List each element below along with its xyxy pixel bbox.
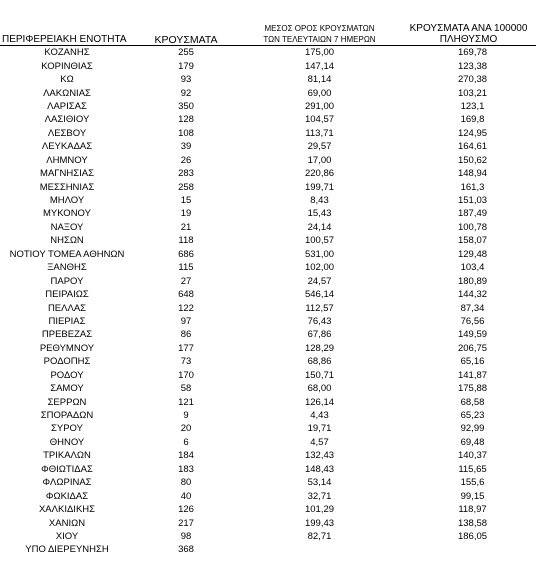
cell-avg: 68,00 (307, 383, 332, 395)
cell-avg: 17,00 (307, 154, 332, 166)
cell-per100k: 148,94 (457, 168, 488, 180)
table-row (0, 516, 536, 529)
table-row (0, 234, 536, 247)
cell-avg: 29,57 (307, 141, 332, 153)
table-row (0, 530, 536, 543)
cell-avg: 67,86 (307, 329, 332, 341)
header-avg-line2: ΤΩΝ ΤΕΛΕΥΤΑΙΩΝ 7 ΗΜΕΡΩΝ (263, 35, 376, 44)
cell-region: ΠΑΡΟΥ (50, 275, 84, 287)
table-row (0, 355, 536, 368)
cell-avg: 147,14 (304, 60, 335, 72)
cell-region: ΚΟΡΙΝΘΙΑΣ (41, 60, 93, 72)
cell-cases: 15 (180, 195, 192, 207)
cell-cases: 183 (178, 463, 194, 475)
cell-region: ΛΑΡΙΣΑΣ (47, 100, 87, 112)
cell-avg: 100,57 (304, 235, 335, 247)
table-row (0, 489, 536, 502)
cell-region: ΡΟΔΟΥ (50, 369, 84, 381)
cell-per100k: 129,48 (457, 248, 488, 260)
cell-cases: 118 (178, 235, 194, 247)
cell-cases: 19 (180, 208, 192, 220)
cell-per100k: 103,21 (457, 87, 488, 99)
cell-cases: 179 (178, 60, 194, 72)
cell-cases: 258 (178, 181, 194, 193)
table-row (0, 73, 536, 86)
cell-cases: 98 (180, 530, 192, 542)
cell-avg: 32,71 (307, 490, 332, 502)
cell-region: ΠΡΕΒΕΖΑΣ (41, 329, 93, 341)
cell-avg: 132,43 (304, 450, 335, 462)
table-row (0, 288, 536, 301)
cell-per100k: 149,59 (457, 329, 488, 341)
cell-per100k: 123,1 (460, 100, 485, 112)
cell-region: ΛΕΥΚΑΔΑΣ (41, 141, 93, 153)
cell-cases: 39 (180, 141, 192, 153)
header-avg (238, 8, 401, 46)
cell-per100k: 140,37 (457, 450, 488, 462)
cell-cases: 283 (178, 168, 194, 180)
table-row (0, 46, 536, 60)
cell-per100k: 124,95 (457, 127, 488, 139)
cell-avg: 126,14 (304, 396, 335, 408)
cell-region: ΘΗΝΟΥ (49, 436, 85, 448)
cell-per100k: 164,61 (457, 141, 488, 153)
cell-per100k: 69,48 (460, 436, 485, 448)
cell-per100k: 187,49 (457, 208, 488, 220)
cell-region: ΞΑΝΘΗΣ (47, 262, 87, 274)
cell-cases: 40 (180, 490, 192, 502)
cell-per100k: 138,58 (457, 517, 488, 529)
table-row (0, 154, 536, 167)
cell-cases: 115 (178, 262, 194, 274)
cell-cases: 177 (178, 342, 194, 354)
cell-region: ΠΕΙΡΑΙΩΣ (45, 289, 89, 301)
cell-per100k: 169,78 (457, 47, 488, 59)
cell-avg: 81,14 (307, 74, 332, 86)
cell-region: ΚΩ (60, 74, 74, 86)
table-row (0, 194, 536, 207)
cell-avg: 24,57 (307, 275, 332, 287)
table-row (0, 315, 536, 328)
cell-cases: 6 (183, 436, 189, 448)
table-row (0, 422, 536, 435)
cell-avg: 220,86 (304, 168, 335, 180)
cell-cases: 255 (178, 47, 194, 59)
cell-region: ΣΕΡΡΩΝ (47, 396, 87, 408)
table-row (0, 140, 536, 153)
cell-region: ΡΕΘΥΜΝΟΥ (39, 342, 95, 354)
cell-cases: 184 (178, 450, 194, 462)
cell-region: ΧΙΟΥ (55, 530, 79, 542)
table-row (0, 382, 536, 395)
cell-per100k: 151,03 (457, 195, 488, 207)
cell-avg: 4,57 (310, 436, 329, 448)
header-cases: ΚΡΟΥΣΜΑΤΑ (134, 8, 238, 46)
table-row (0, 369, 536, 382)
cell-cases: 86 (180, 329, 192, 341)
cell-cases: 121 (178, 396, 194, 408)
cell-cases: 170 (178, 369, 194, 381)
cell-region: ΠΙΕΡΙΑΣ (48, 315, 86, 327)
cell-avg: 24,14 (307, 221, 332, 233)
cell-avg: 199,71 (304, 181, 335, 193)
table-row (0, 261, 536, 274)
cell-per100k: 144,32 (457, 289, 488, 301)
cell-avg: 82,71 (307, 530, 332, 542)
cell-per100k: 65,23 (460, 410, 485, 422)
cell-cases: 108 (178, 127, 194, 139)
cell-avg: 102,00 (304, 262, 335, 274)
cell-cases: 126 (178, 504, 194, 516)
table-row (0, 342, 536, 355)
cell-avg: 8,43 (310, 195, 329, 207)
cell-region: ΧΑΝΙΩΝ (48, 517, 86, 529)
table-row (0, 449, 536, 462)
cell-region: ΛΕΣΒΟΥ (47, 127, 87, 139)
cell-avg: 69,00 (307, 87, 332, 99)
cell-cases: 122 (178, 302, 194, 314)
cell-region: ΦΘΙΩΤΙΔΑΣ (41, 463, 93, 475)
cell-region: ΜΑΓΝΗΣΙΑΣ (40, 168, 94, 180)
cell-avg: 546,14 (304, 289, 335, 301)
cell-per100k: 150,62 (457, 154, 488, 166)
cell-region: ΥΠΟ ΔΙΕΡΕΥΝΗΣΗ (25, 544, 109, 556)
cell-avg: 199,43 (304, 517, 335, 529)
cell-per100k: 65,16 (460, 356, 485, 368)
table-row (0, 180, 536, 193)
header-region: ΠΕΡΙΦΕΡΕΙΑΚΗ ΕΝΟΤΗΤΑ (0, 8, 134, 46)
cell-per100k: 161,3 (460, 181, 485, 193)
cell-avg: 112,57 (305, 302, 334, 314)
cell-per100k: 169,8 (460, 114, 485, 126)
header-per100k-line1: ΚΡΟΥΣΜΑΤΑ ΑΝΑ 100000 (409, 23, 528, 34)
cell-cases: 58 (180, 383, 192, 395)
cell-region: ΡΟΔΟΠΗΣ (43, 356, 91, 368)
cell-avg: 291,00 (304, 100, 335, 112)
cell-region: ΦΛΩΡΙΝΑΣ (42, 477, 92, 489)
cell-region: ΜΥΚΟΝΟΥ (43, 208, 91, 220)
cell-per100k: 68,58 (460, 396, 485, 408)
cell-region: ΜΗΛΟΥ (49, 195, 85, 207)
table-body (0, 46, 536, 557)
table-row (0, 207, 536, 220)
cell-avg: 4,43 (310, 410, 329, 422)
cell-avg: 104,57 (304, 114, 335, 126)
cell-avg: 128,29 (304, 342, 335, 354)
cell-per100k: 158,07 (457, 235, 488, 247)
table-row (0, 59, 536, 72)
header-per100k (401, 8, 536, 46)
cell-cases: 128 (178, 114, 194, 126)
cell-per100k: 175,88 (457, 383, 488, 395)
cell-per100k: 92,99 (460, 423, 485, 435)
cell-cases: 686 (178, 248, 194, 260)
table-row (0, 113, 536, 126)
cell-per100k: 141,87 (457, 369, 488, 381)
cell-cases: 20 (180, 423, 192, 435)
cell-region: ΝΑΞΟΥ (50, 221, 84, 233)
cell-region: ΛΑΚΩΝΙΑΣ (43, 87, 91, 99)
table-row (0, 86, 536, 99)
cell-cases: 217 (178, 517, 194, 529)
cell-avg: 19,71 (307, 423, 332, 435)
cell-avg: 76,43 (307, 315, 332, 327)
cell-region: ΚΟΖΑΝΗΣ (44, 47, 90, 59)
table-row (0, 436, 536, 449)
cell-per100k (401, 543, 536, 556)
cell-region: ΦΩΚΙΔΑΣ (45, 490, 89, 502)
table-row (0, 301, 536, 314)
table-row (0, 503, 536, 516)
table-row (0, 100, 536, 113)
cell-avg: 150,71 (304, 369, 335, 381)
cell-per100k: 155,6 (460, 477, 485, 489)
cell-cases: 27 (180, 275, 192, 287)
cell-per100k: 100,78 (457, 221, 488, 233)
cell-per100k: 76,56 (460, 315, 485, 327)
cell-avg: 113,71 (305, 127, 334, 139)
cases-table (0, 8, 536, 557)
cell-region: ΛΑΣΙΘΙΟΥ (44, 114, 90, 126)
cell-per100k: 123,38 (457, 60, 488, 72)
cell-per100k: 270,38 (457, 74, 488, 86)
header-per100k-line2: ΠΛΗΘΥΣΜΟ (439, 34, 498, 45)
cell-region: ΜΕΣΣΗΝΙΑΣ (39, 181, 95, 193)
cell-cases: 92 (180, 87, 192, 99)
cell-avg: 531,00 (304, 248, 335, 260)
cell-avg (238, 543, 401, 556)
table-row (0, 127, 536, 140)
table-row (0, 221, 536, 234)
cell-cases: 350 (178, 100, 194, 112)
cell-per100k: 206,75 (457, 342, 488, 354)
cell-avg: 175,00 (304, 47, 335, 59)
table-row (0, 274, 536, 287)
table-row (0, 409, 536, 422)
cell-region: ΣΥΡΟΥ (51, 423, 83, 435)
table-row (0, 248, 536, 261)
table-row (0, 543, 536, 556)
cell-region: ΠΕΛΛΑΣ (47, 302, 87, 314)
cell-per100k: 118,97 (458, 504, 487, 516)
cell-cases: 80 (180, 477, 192, 489)
table-row (0, 167, 536, 180)
cell-avg: 68,86 (307, 356, 332, 368)
table-row (0, 476, 536, 489)
cell-region: ΝΟΤΙΟΥ ΤΟΜΕΑ ΑΘΗΝΩΝ (9, 248, 125, 260)
cell-region: ΛΗΜΝΟΥ (46, 154, 88, 166)
cell-region: ΣΠΟΡΑΔΩΝ (40, 410, 94, 422)
cell-avg: 148,43 (304, 463, 335, 475)
cell-per100k: 180,89 (457, 275, 488, 287)
cell-cases: 368 (178, 544, 194, 556)
cell-cases: 9 (183, 410, 189, 422)
cell-region: ΣΑΜΟΥ (50, 383, 84, 395)
cell-per100k: 186,05 (457, 530, 488, 542)
cell-per100k: 87,34 (460, 302, 485, 314)
table-row (0, 328, 536, 341)
cell-cases: 21 (180, 221, 192, 233)
cell-per100k: 115,65 (458, 463, 487, 475)
table-header-row (0, 8, 536, 46)
cell-avg: 15,43 (307, 208, 332, 220)
cell-cases: 93 (180, 74, 192, 86)
cell-region: ΧΑΛΚΙΔΙΚΗΣ (38, 504, 96, 516)
cell-region: ΝΗΣΩΝ (50, 235, 84, 247)
cell-region: ΤΡΙΚΑΛΩΝ (43, 450, 91, 462)
cell-cases: 73 (180, 356, 192, 368)
cell-cases: 26 (180, 154, 192, 166)
cell-cases: 648 (178, 289, 194, 301)
table-row (0, 395, 536, 408)
cell-avg: 101,29 (304, 504, 335, 516)
cell-per100k: 99,15 (460, 490, 485, 502)
header-avg-line1: ΜΕΣΟΣ ΟΡΟΣ ΚΡΟΥΣΜΑΤΩΝ (264, 24, 375, 33)
cell-per100k: 103,4 (460, 262, 485, 274)
table-row (0, 463, 536, 476)
cell-avg: 53,14 (307, 477, 332, 489)
cell-cases: 97 (180, 315, 192, 327)
